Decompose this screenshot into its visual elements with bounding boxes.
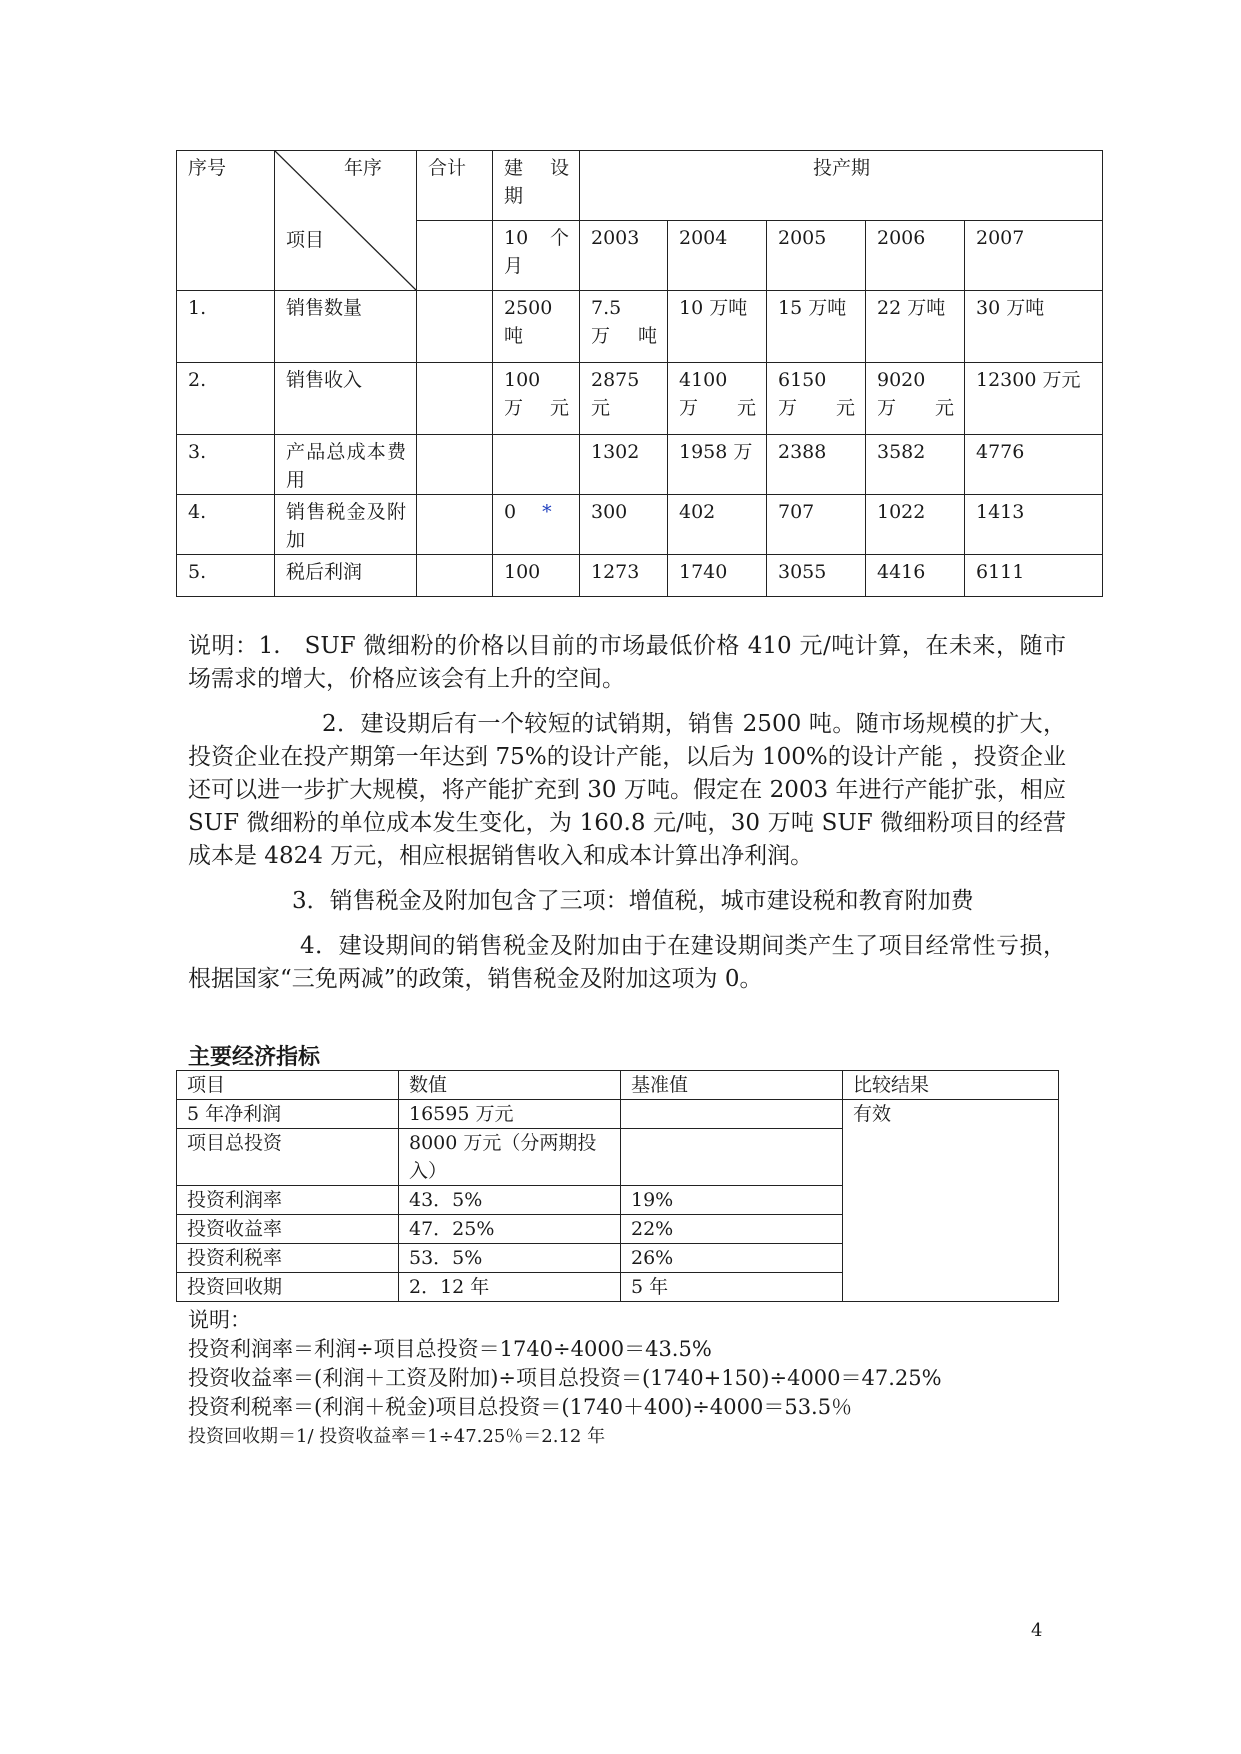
table-row [177,495,1103,555]
indicator-base: 5 年 [621,1273,843,1302]
header-year-2007: 2007 [965,221,1103,291]
row-value: 1413 [965,495,1103,555]
indicator-item: 项目总投资 [177,1129,399,1186]
indicator-item: 5 年净利润 [177,1100,399,1129]
row-item: 销售收入 [275,363,417,435]
indicator-item: 投资收益率 [177,1215,399,1244]
indicator-value: 8000 万元（分两期投入） [399,1129,621,1186]
indicator-base: 19% [621,1186,843,1215]
indicator-base: 26% [621,1244,843,1273]
column-header: 基准值 [621,1071,843,1100]
row-value: 6150 万 元 [767,363,866,435]
column-header: 数值 [399,1071,621,1100]
row-value: 7.5 万 吨 [580,291,668,363]
row-value: 1022 [866,495,965,555]
header-total-blank [417,221,493,291]
note-2: 2．建设期后有一个较短的试销期，销售 2500 吨。随市场规模的扩大，投资企业在投产期第一年达到 75%的设计产能，以后为 100%的设计产能 ，投资企业还可以进一步扩大规模，将产能扩充到 30 万吨。假定在 2003 年进行产能扩张，相应 SUF 微细粉的单位成本发生变化，为 160.8 元/吨，30 万吨 SUF 微细粉项目的经营成本是 4824 万元，相应根据销售收入和成本计算出净利润。 [188,711,1066,869]
row-value: 2388 [767,435,866,495]
table-row [177,435,1103,495]
row-build: 100 [493,555,580,597]
row-item: 产品总成本费用 [275,435,417,495]
header-seq: 序号 [177,151,275,291]
row-value: 30 万吨 [965,291,1103,363]
formula-explanation [188,1306,942,1451]
row-no: 2. [177,363,275,435]
table-row [177,363,1103,435]
row-total [417,435,493,495]
note-1: 说明：1. SUF 微细粉的价格以目前的市场最低价格 410 元/吨计算，在未来，随市场需求的增大，价格应该会有上升的空间。 [188,633,1066,692]
formula-line: 投资收益率＝(利润＋工资及附加)÷项目总投资＝(1740+150)÷4000＝47.25% [188,1366,942,1390]
row-item: 税后利润 [275,555,417,597]
row-value: 3582 [866,435,965,495]
row-value: 707 [767,495,866,555]
header-year: 年序 [343,157,382,179]
row-value: 1273 [580,555,668,597]
indicator-item: 投资利润率 [177,1186,399,1215]
header-construction: 建 设 期 [493,151,580,221]
row-value: 4100 万 元 [668,363,767,435]
row-build: 0 [504,501,517,523]
row-value: 300 [580,495,668,555]
row-total [417,495,493,555]
row-value: 4416 [866,555,965,597]
row-value: 2875 元 [580,363,668,435]
row-value: 3055 [767,555,866,597]
table-row [177,1100,1059,1129]
row-build: 2500 吨 [493,291,580,363]
row-build-cell [493,495,580,555]
indicator-value: 43．5% [399,1186,621,1215]
header-production: 投产期 [580,151,1103,221]
indicator-value: 16595 万元 [399,1100,621,1129]
row-value: 12300 万元 [965,363,1103,435]
table-row [177,291,1103,363]
row-total [417,555,493,597]
row-value: 1740 [668,555,767,597]
header-year-2004: 2004 [668,221,767,291]
row-value: 22 万吨 [866,291,965,363]
row-value: 1958 万 [668,435,767,495]
projection-table [176,150,1103,597]
header-total: 合计 [417,151,493,221]
footnote-mark: * [542,501,552,523]
row-no: 1. [177,291,275,363]
header-months: 10 个 月 [493,221,580,291]
row-total [417,291,493,363]
indicator-value: 53．5% [399,1244,621,1273]
indicators-table [176,1070,1059,1302]
comparison-result: 有效 [843,1100,1059,1302]
indicator-base [621,1129,843,1186]
row-no: 4. [177,495,275,555]
explain-label: 说明： [188,1308,251,1332]
row-total [417,363,493,435]
column-header: 比较结果 [843,1071,1059,1100]
column-header: 项目 [177,1071,399,1100]
note-4: 4．建设期间的销售税金及附加由于在建设期间类产生了项目经常性亏损，根据国家“三免两减”的政策，销售税金及附加这项为 0。 [188,933,1066,992]
header-diagonal-cell [275,151,417,291]
table-row [177,555,1103,597]
row-build [493,435,580,495]
header-year-2005: 2005 [767,221,866,291]
row-no: 3. [177,435,275,495]
formula-line: 投资利税率＝(利润＋税金)项目总投资＝(1740＋400)÷4000＝53.5％ [188,1395,853,1419]
indicator-item: 投资利税率 [177,1244,399,1273]
note-3: 3．销售税金及附加包含了三项：增值税，城市建设税和教育附加费 [292,888,974,914]
indicator-base: 22% [621,1215,843,1244]
indicator-value: 47．25% [399,1215,621,1244]
row-value: 4776 [965,435,1103,495]
notes-section [188,630,1066,1008]
row-item: 销售数量 [275,291,417,363]
row-value: 6111 [965,555,1103,597]
page-number: 4 [1031,1620,1043,1641]
row-value: 402 [668,495,767,555]
header-year-2003: 2003 [580,221,668,291]
indicator-item: 投资回收期 [177,1273,399,1302]
row-value: 1302 [580,435,668,495]
table-header-row [177,1071,1059,1100]
header-item: 项目 [286,229,325,251]
formula-line: 投资回收期＝1/ 投资收益率＝1÷47.25％＝2.12 年 [188,1426,606,1447]
row-build: 100 万 元 [493,363,580,435]
row-value: 9020 万 元 [866,363,965,435]
row-item: 销售税金及附加 [275,495,417,555]
row-value: 10 万吨 [668,291,767,363]
formula-line: 投资利润率＝利润÷项目总投资＝1740÷4000＝43.5% [188,1337,712,1361]
header-year-2006: 2006 [866,221,965,291]
row-no: 5. [177,555,275,597]
row-value: 15 万吨 [767,291,866,363]
indicator-base [621,1100,843,1129]
indicator-value: 2．12 年 [399,1273,621,1302]
indicators-title: 主要经济指标 [188,1045,321,1070]
